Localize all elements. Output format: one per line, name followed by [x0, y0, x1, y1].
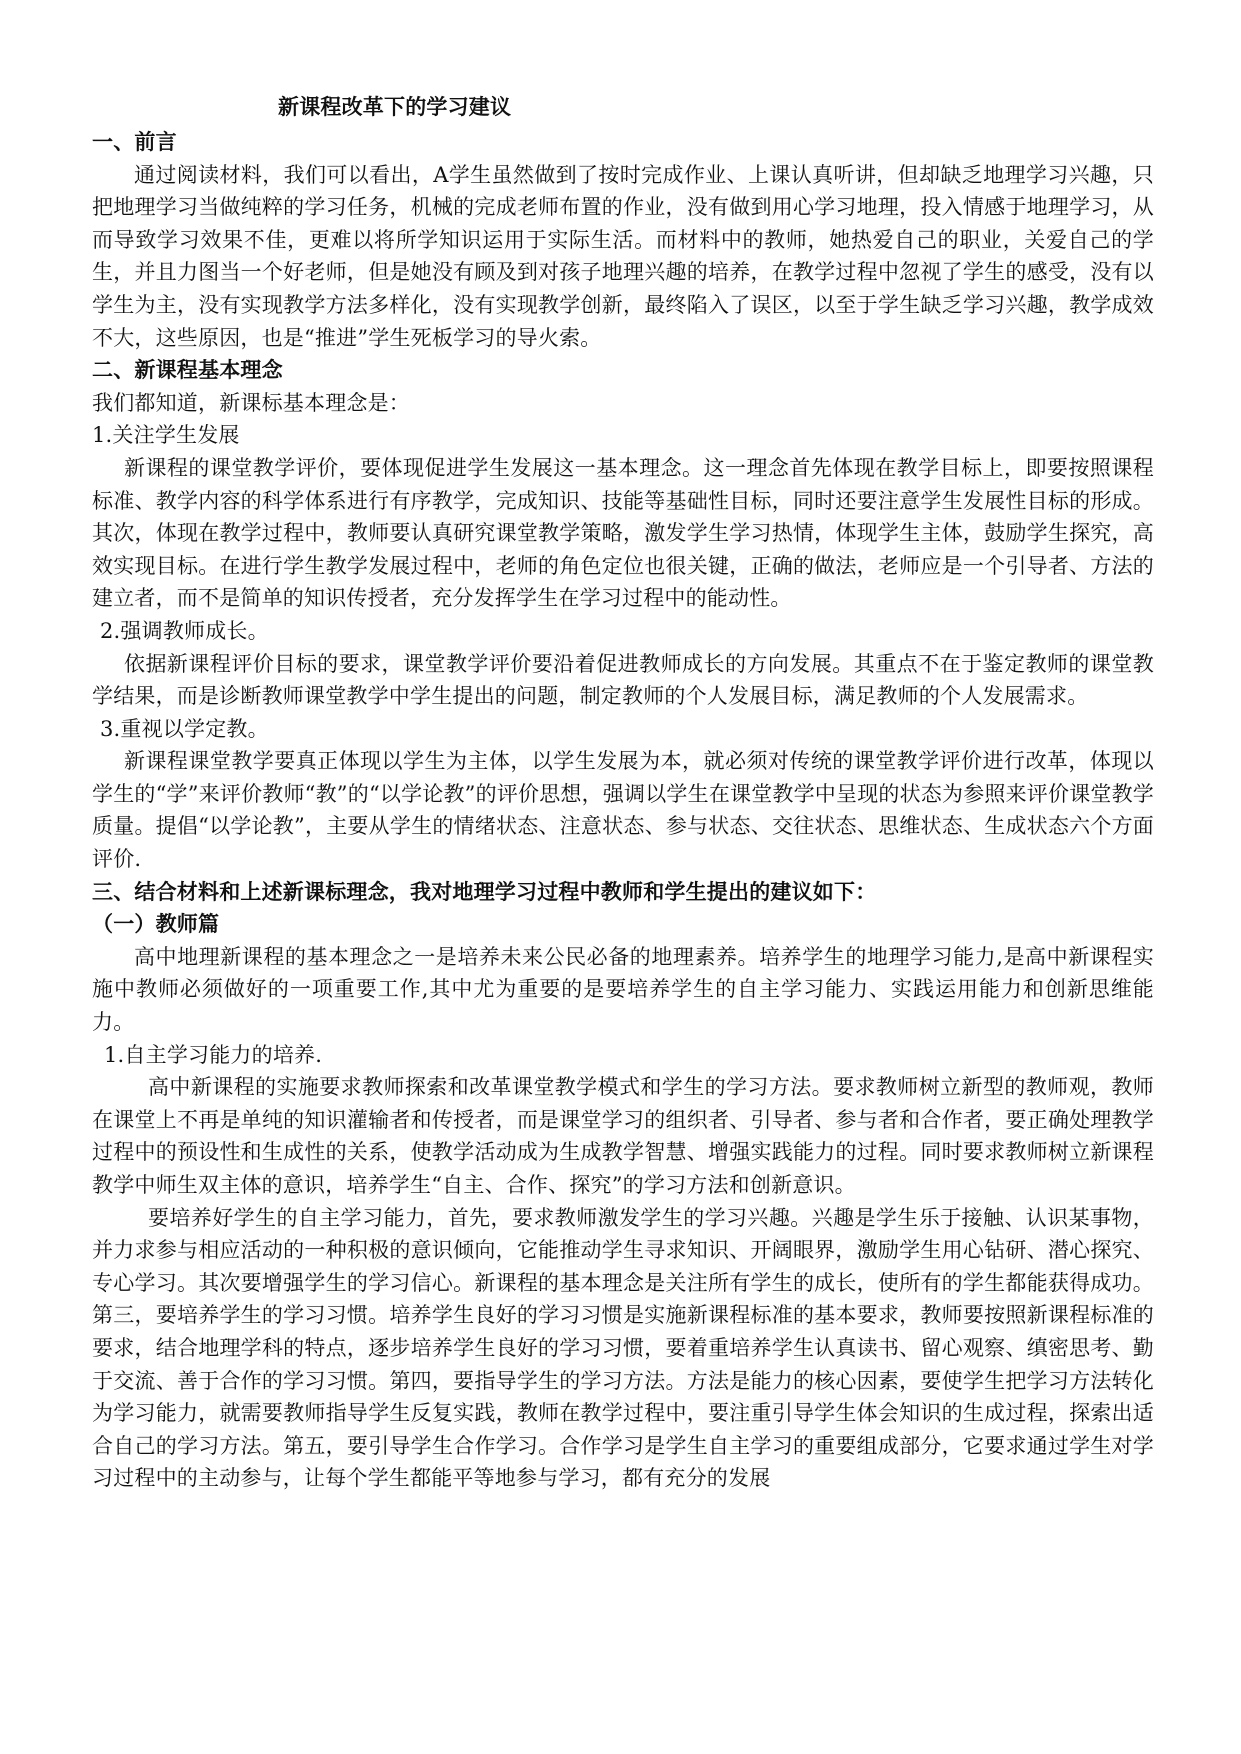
section-heading: 三、结合材料和上述新课标理念，我对地理学习过程中教师和学生提出的建议如下： [92, 879, 877, 904]
list-item: 1.关注学生发展 [92, 423, 240, 448]
section-heading: 二、新课程基本理念 [92, 358, 283, 383]
subsection-heading: （一）教师篇 [92, 912, 220, 937]
paragraph: 我们都知道，新课标基本理念是： [92, 390, 410, 415]
document-page [92, 88, 1154, 1495]
paragraph: 要培养好学生的自主学习能力，首先，要求教师激发学生的学习兴趣。兴趣是学生乐于接触、认识某事物，并力求参与相应活动的一种积极的意识倾向，它能推动学生寻求知识、开阔眼界，激励学生用心钻研、潜心探究、专心学习。其次要增强学生的学习信心。新课程的基本理念是关注所有学生的成长，使所有的学生都能获得成功。第三，要培养学生的学习习惯。培养学生良好的学习习惯是实施新课程标准的基本要求，教师要按照新课程标准的要求，结合地理学科的特点，逐步培养学生良好的学习习惯，要着重培养学生认真读书、留心观察、缜密思考、勤于交流、善于合作的学习习惯。第四，要指导学生的学习方法。方法是能力的核心因素，要使学生把学习方法转化为学习能力，就需要教师指导学生反复实践，教师在教学过程中，要注重引导学生体会知识的生成过程，探索出适合自己的学习方法。第五，要引导学生合作学习。合作学习是学生自主学习的重要组成部分，它要求通过学生对学习过程中的主动参与，让每个学生都能平等地参与学习，都有充分的发展 [92, 1205, 1154, 1491]
section-preface [92, 126, 1154, 354]
section-suggestions [92, 876, 1154, 1495]
list-item: 1.自主学习能力的培养. [104, 1042, 323, 1067]
paragraph: 依据新课程评价目标的要求，课堂教学评价要沿着促进教师成长的方向发展。其重点不在于鉴定教师的课堂教学结果，而是诊断教师课堂教学中学生提出的问题，制定教师的个人发展目标，满足教师的个人发展需求。 [92, 651, 1154, 709]
section-heading: 一、前言 [92, 130, 177, 154]
paragraph: 通过阅读材料，我们可以看出，A学生虽然做到了按时完成作业、上课认真听讲，但却缺乏地理学习兴趣，只把地理学习当做纯粹的学习任务，机械的完成老师布置的作业，没有做到用心学习地理，投入情感于地理学习，从而导致学习效果不佳，更难以将所学知识运用于实际生活。而材料中的教师，她热爱自己的职业，关爱自己的学生，并且力图当一个好老师，但是她没有顾及到对孩子地理兴趣的培养，在教学过程中忽视了学生的感受，没有以学生为主，没有实现教学方法多样化，没有实现教学创新，最终陷入了误区，以至于学生缺乏学习兴趣，教学成效不大，这些原因，也是“推进”学生死板学习的导火索。 [92, 162, 1154, 350]
paragraph: 新课程课堂教学要真正体现以学生为主体，以学生发展为本，就必须对传统的课堂教学评价进行改革，体现以学生的“学”来评价教师“教”的“以学论教”的评价思想，强调以学生在课堂教学中呈现的状态为参照来评价课堂教学质量。提倡“以学论教”，主要从学生的情绪状态、注意状态、参与状态、交往状态、思维状态、生成状态六个方面评价. [92, 749, 1155, 872]
list-item: 2.强调教师成长。 [100, 618, 269, 643]
section-basic-concepts [92, 354, 1154, 876]
document-title: 新课程改革下的学习建议 [278, 95, 512, 119]
paragraph: 高中地理新课程的基本理念之一是培养未来公民必备的地理素养。培养学生的地理学习能力,是高中新课程实施中教师必须做好的一项重要工作,其中尤为重要的是要培养学生的自主学习能力、实践运用能力和创新思维能力。 [92, 944, 1154, 1035]
list-item: 3.重视以学定教。 [100, 716, 269, 741]
paragraph: 新课程的课堂教学评价，要体现促进学生发展这一基本理念。这一理念首先体现在教学目标上，即要按照课程标准、教学内容的科学体系进行有序教学，完成知识、技能等基础性目标，同时还要注意学生发展性目标的形成。其次，体现在教学过程中，教师要认真研究课堂教学策略，激发学生学习热情，体现学生主体，鼓励学生探究，高效实现目标。在进行学生教学发展过程中，老师的角色定位也很关键，正确的做法，老师应是一个引导者、方法的建立者，而不是简单的知识传授者，充分发挥学生在学习过程中的能动性。 [92, 455, 1154, 611]
paragraph: 高中新课程的实施要求教师探索和改革课堂教学模式和学生的学习方法。要求教师树立新型的教师观，教师在课堂上不再是单纯的知识灌输者和传授者，而是课堂学习的组织者、引导者、参与者和合作者，要正确处理教学过程中的预设性和生成性的关系，使教学活动成为生成教学智慧、增强实践能力的过程。同时要求教师树立新课程教学中师生双主体的意识，培养学生“自主、合作、探究”的学习方法和创新意识。 [92, 1075, 1154, 1197]
